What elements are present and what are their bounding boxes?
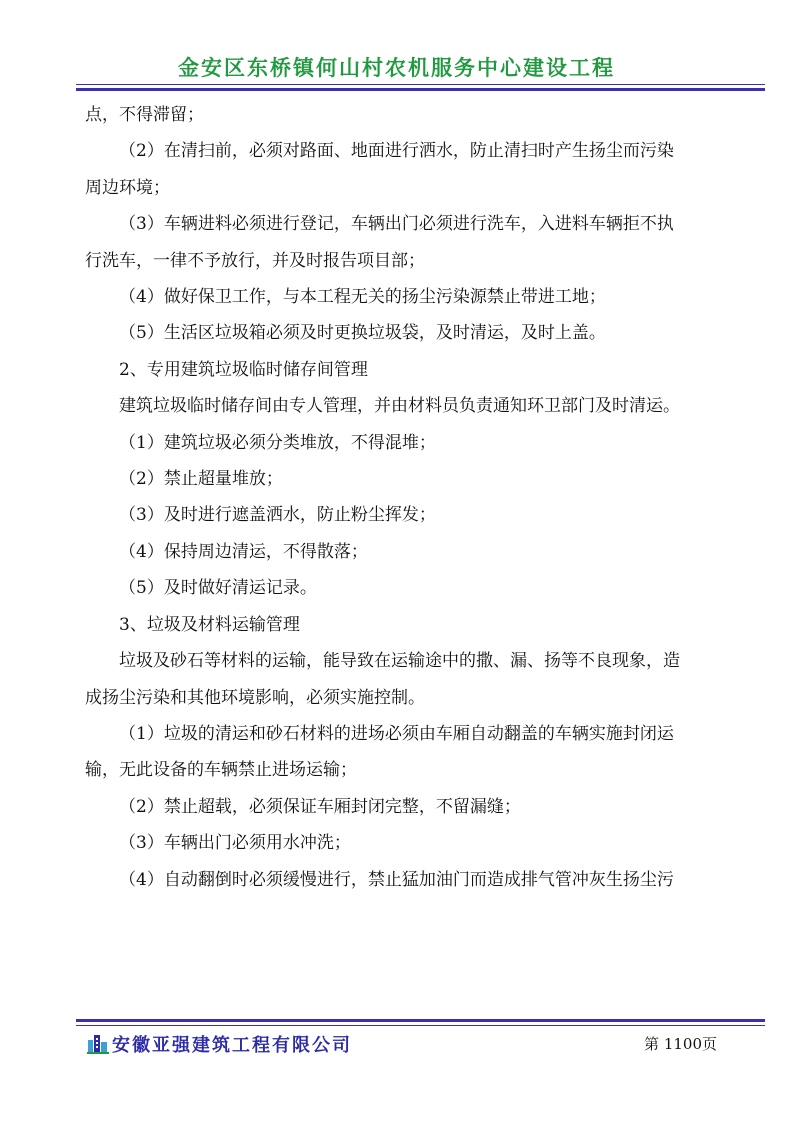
body-text-line: （4）自动翻倒时必须缓慢进行，禁止猛加油门而造成排气管冲灰生扬尘污 (119, 869, 674, 890)
body-text-line: （3）车辆出门必须用水冲洗； (119, 833, 351, 854)
body-text-line: （3）车辆进料必须进行登记，车辆出门必须进行洗车，入进料车辆拒不执 (119, 214, 674, 235)
building-logo-icon (87, 1032, 109, 1054)
body-text-line: 建筑垃圾临时储存间由专人管理，并由材料员负责通知环卫部门及时清运。 (119, 396, 680, 417)
body-text-line: 周边环境； (85, 177, 170, 198)
body-text-line: 3、垃圾及材料运输管理 (119, 614, 300, 635)
footer-divider-thick (76, 1019, 765, 1022)
body-text-line: 输，无此设备的车辆禁止进场运输； (85, 760, 357, 781)
body-text-line: （1）垃圾的清运和砂石材料的进场必须由车厢自动翻盖的车辆实施封闭运 (119, 723, 674, 744)
body-text-line: 成扬尘污染和其他环境影响，必须实施控制。 (85, 687, 425, 708)
body-text-line: （5）生活区垃圾箱必须及时更换垃圾袋，及时清运，及时上盖。 (119, 323, 606, 344)
document-body (85, 97, 725, 898)
header-divider-thick (76, 88, 765, 91)
body-text-line: 2、专用建筑垃圾临时储存间管理 (119, 359, 368, 380)
footer-divider-thin (76, 1025, 765, 1026)
body-text-line: （4）做好保卫工作，与本工程无关的扬尘污染源禁止带进工地； (119, 287, 606, 308)
header-divider-thin (76, 84, 765, 85)
body-text-line: 行洗车，一律不予放行，并及时报告项目部； (85, 250, 425, 271)
footer-page-number: 第 1100页 (644, 1035, 717, 1053)
body-text-line: （5）及时做好清运记录。 (119, 578, 317, 599)
body-text-line: （3）及时进行遮盖洒水，防止粉尘挥发； (119, 505, 436, 526)
body-text-line: （4）保持周边清运，不得散落； (119, 541, 368, 562)
body-text-line: （2）禁止超量堆放； (119, 469, 283, 490)
footer-company-name: 安徽亚强建筑工程有限公司 (112, 1035, 352, 1056)
body-text-line: 点，不得滞留； (85, 105, 204, 125)
body-text-line: （1）建筑垃圾必须分类堆放，不得混堆； (119, 432, 436, 453)
body-text-line: 垃圾及砂石等材料的运输，能导致在运输途中的撒、漏、扬等不良现象，造 (119, 651, 680, 672)
body-text-line: （2）禁止超载，必须保证车厢封闭完整，不留漏缝； (119, 796, 521, 817)
body-text-line: （2）在清扫前，必须对路面、地面进行洒水，防止清扫时产生扬尘而污染 (119, 141, 674, 162)
page-header-title: 金安区东桥镇何山村农机服务中心建设工程 (178, 56, 615, 80)
